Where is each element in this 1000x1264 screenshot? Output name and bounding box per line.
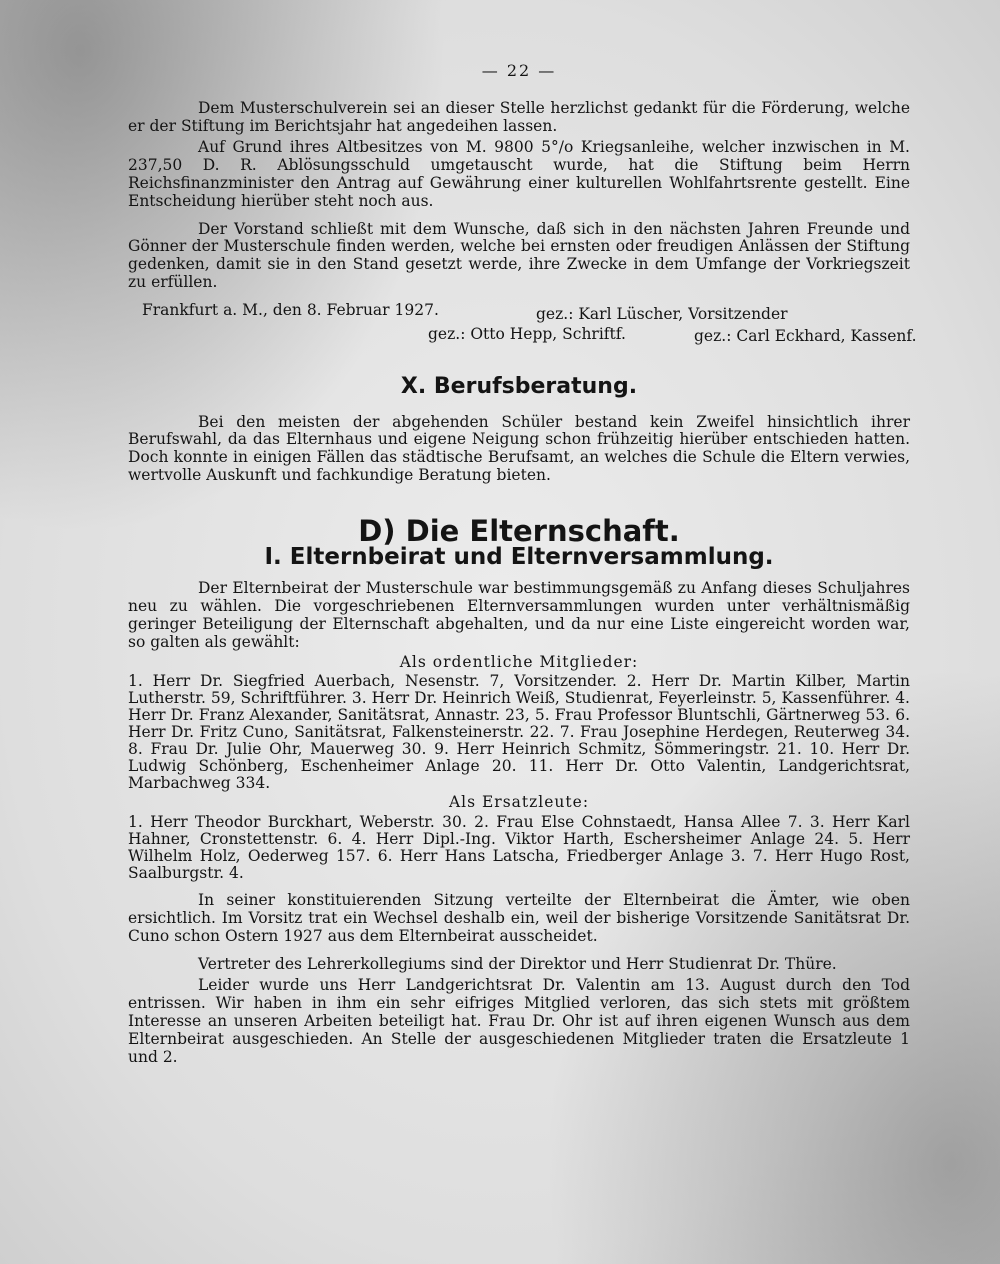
substitutes-label: Als Ersatzleute:: [448, 793, 590, 812]
intro-paragraph-2: Auf Grund ihres Altbesitzes von M. 9800 5°/o Kriegsanleihe, welcher inzwischen in M. 237,50 D. R. Ablösungsschuld umgetauscht wurde, hat die Stiftung beim Herrn Reichsfinanzminister den Antrag auf Gewährung einer kulturellen Wohlfahrtsrente gestellt. Eine Entscheidung hierüber steht noch aus.: [128, 138, 910, 210]
intro-paragraph-3: Der Vorstand schließt mit dem Wunsche, daß sich in den nächsten Jahren Freunde und Gönner der Musterschule finden werden, welche bei ernsten oder freudigen Anlässen der Stiftung gedenken, damit sie in den Stand gesetzt werde, ihre Zwecke in dem Umfange der Vorkriegszeit zu erfüllen.: [128, 219, 910, 291]
signature-treasurer: gez.: Carl Eckhard, Kassenf.: [694, 326, 917, 345]
intro-paragraph-1: Dem Musterschulverein sei an dieser Stelle herzlichst gedankt für die Förderung, welche er der Stiftung im Berichtsjahr hat angedeihen lassen.: [128, 98, 910, 135]
section-d-subheading: I. Elternbeirat und Elternversammlung.: [264, 543, 774, 570]
section-x-text: Bei den meisten der abgehenden Schüler bestand kein Zweifel hinsichtlich ihrer Berufswahl, da das Elternhaus und eigene Neigung schon frühzeitig hierüber entschieden hatten. Doch konnte in einigen Fällen das städtische Berufsamt, an welches die Schule die Eltern verwies, wertvolle Auskunft und fachkundige Beratung bieten.: [128, 412, 910, 484]
signature-secretary: gez.: Otto Hepp, Schriftf.: [428, 324, 626, 343]
page-number: — 22 —: [481, 61, 557, 80]
signature-place-date: Frankfurt a. M., den 8. Februar 1927.: [142, 300, 439, 319]
section-d-paragraph-1: Der Elternbeirat der Musterschule war bestimmungsgemäß zu Anfang dieses Schuljahres neu zu wählen. Die vorgeschriebenen Elternversammlungen wurden unter verhältnismäßig geringer Beteiligung der Elternschaft abgehalten, und da nur eine Liste eingereicht worden war, so galten als gewählt:: [128, 579, 910, 651]
section-d-paragraph-4: Leider wurde uns Herr Landgerichtsrat Dr. Valentin am 13. August durch den Tod entrissen. Wir haben in ihm ein sehr eifriges Mitglied verloren, das sich stets mit größtem Interesse an unseren Arbeiten beteiligt hat. Frau Dr. Ohr ist auf ihren eigenen Wunsch aus dem Elternbeirat ausgeschieden. An Stelle der ausgeschiedenen Mitglieder traten die Ersatzleute 1 und 2.: [128, 976, 910, 1066]
section-d-paragraph-2: In seiner konstituierenden Sitzung verteilte der Elternbeirat die Ämter, wie oben ersichtlich. Im Vorsitz trat ein Wechsel deshalb ein, weil der bisherige Vorsitzende Sanitätsrat Dr. Cuno schon Ostern 1927 aus dem Elternbeirat ausscheidet.: [128, 891, 910, 945]
page-content: [128, 61, 917, 1066]
signature-chair: gez.: Karl Lüscher, Vorsitzender: [536, 304, 788, 323]
signature-block: [128, 300, 917, 345]
substitutes-list: 1. Herr Theodor Burckhart, Weberstr. 30. 2. Frau Else Cohnstaedt, Hansa Allee 7. 3. Herr Karl Hahner, Cronstettenstr. 6. 4. Herr Dipl.-Ing. Viktor Harth, Eschersheimer Anlage 24. 5. Herr Wilhelm Holz, Oederweg 157. 6. Herr Hans Latscha, Friedberger Anlage 3. 7. Herr Hugo Rost, Saalburgstr. 4.: [128, 813, 910, 883]
section-x-heading: X. Berufsberatung.: [400, 373, 638, 399]
section-d-heading: D) Die Elternschaft.: [358, 513, 680, 548]
members-list: 1. Herr Dr. Siegfried Auerbach, Nesenstr. 7, Vorsitzender. 2. Herr Dr. Martin Kilber, Martin Lutherstr. 59, Schriftführer. 3. Herr Dr. Heinrich Weiß, Studienrat, Feyerleinstr. 5, Kassenführer. 4. Herr Dr. Franz Alexander, Sanitätsrat, Annastr. 23, 5. Frau Professor Bluntschli, Gärtnerweg 53. 6. Herr Dr. Fritz Cuno, Sanitätsrat, Falkensteinerstr. 22. 7. Frau Josephine Herdegen, Reuterweg 34. 8. Frau Dr. Julie Ohr, Mauerweg 30. 9. Herr Heinrich Schmitz, Sömmeringstr. 21. 10. Herr Dr. Ludwig Schönberg, Eschenheimer Anlage 20. 11. Herr Dr. Otto Valentin, Landgerichtsrat, Marbachweg 334.: [128, 672, 910, 793]
section-d-paragraph-3: Vertreter des Lehrerkollegiums sind der Direktor und Herr Studienrat Dr. Thüre.: [198, 954, 837, 973]
members-label: Als ordentliche Mitglieder:: [399, 652, 639, 671]
